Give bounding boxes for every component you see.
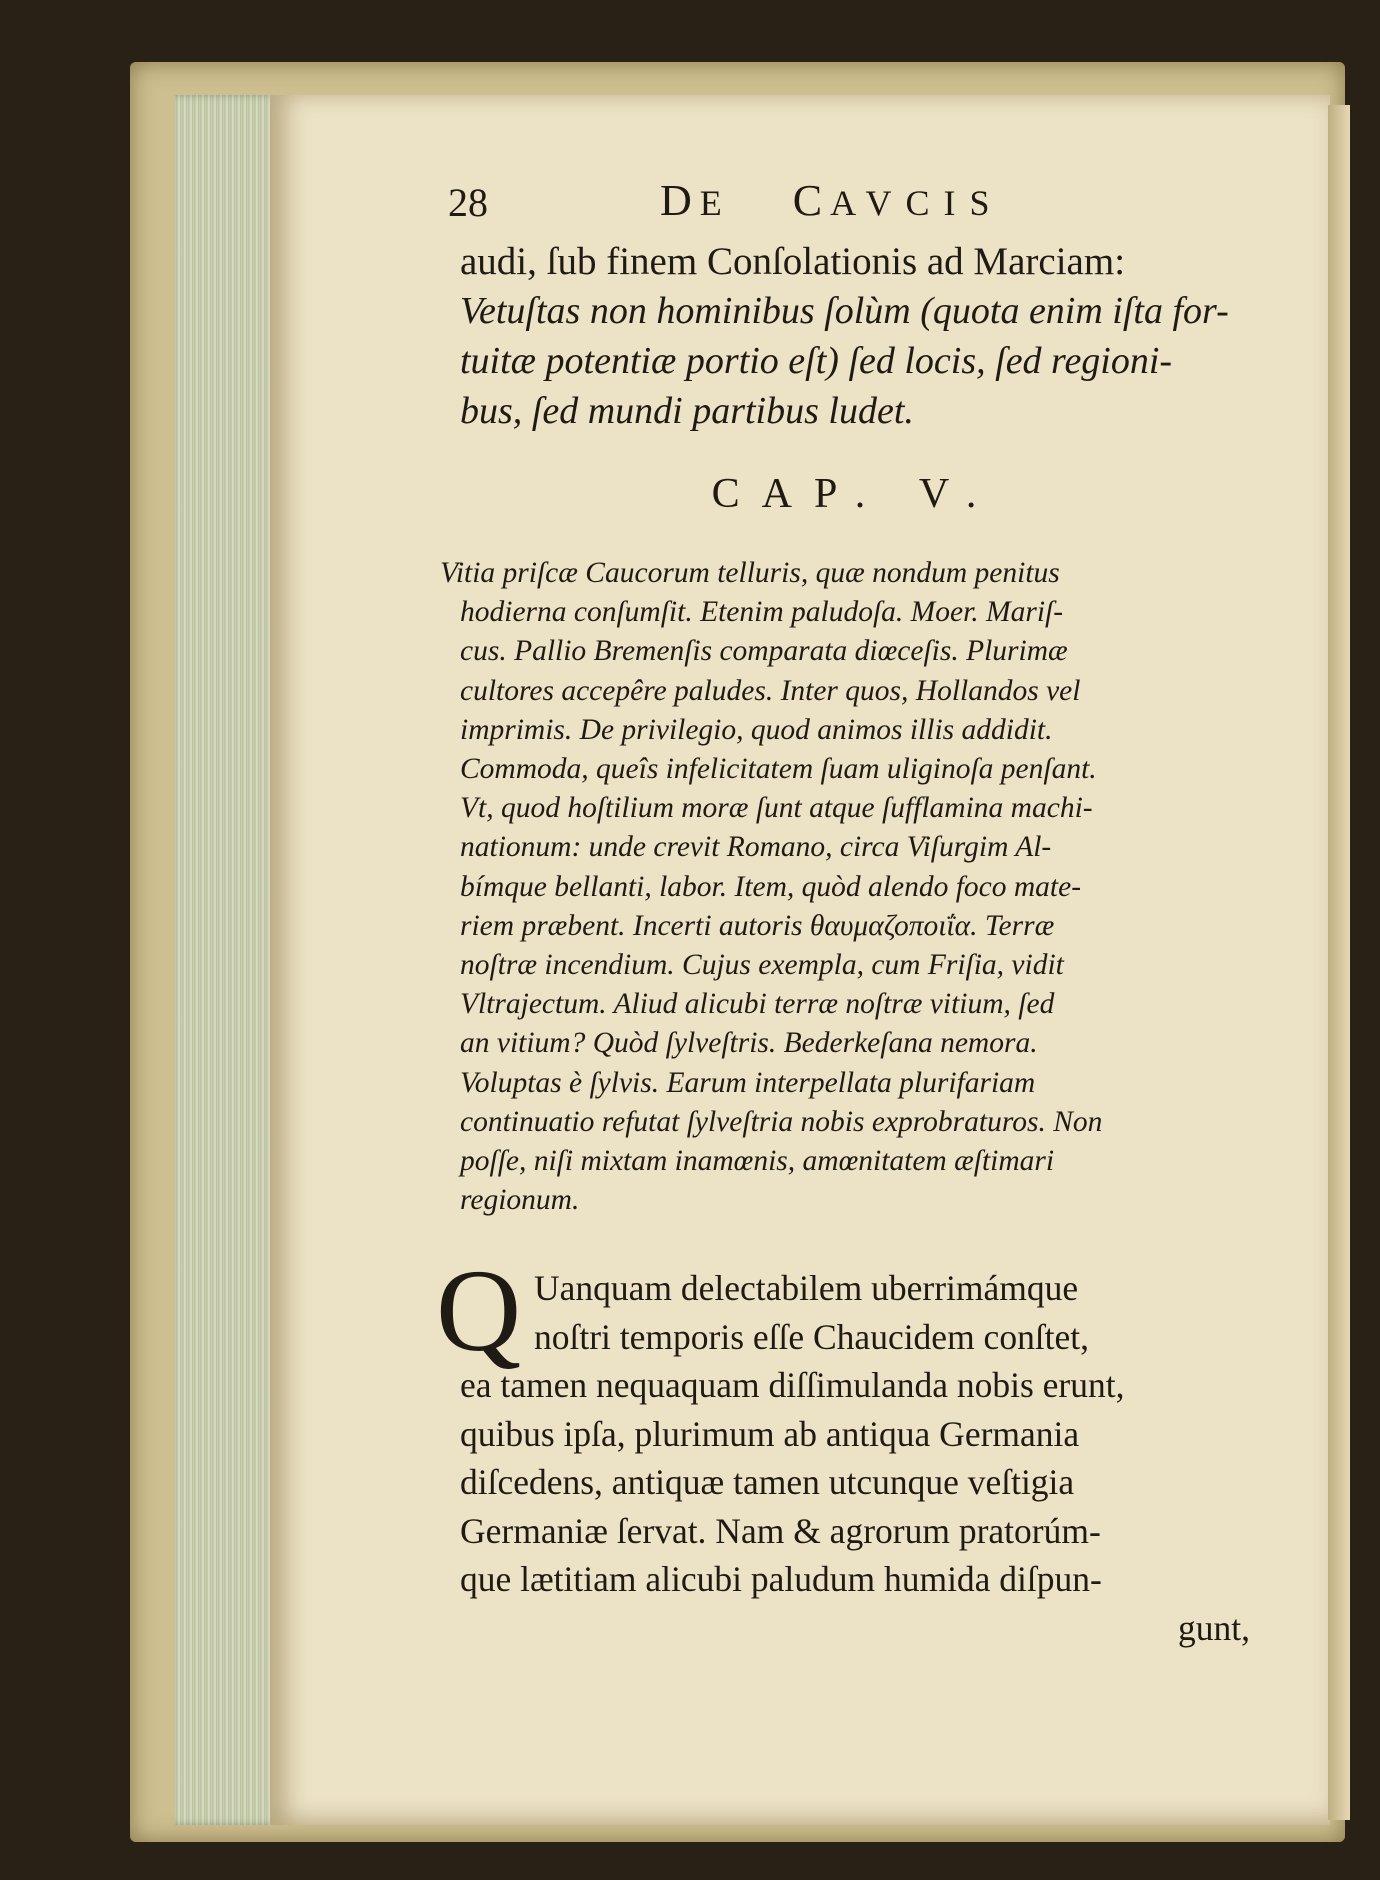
summary-line: Vitia priſcæ Caucorum telluris, quæ nondum penitus [440,557,1060,589]
summary-line: noſtræ incendium. Cujus exempla, cum Friſia, vidit [460,949,1064,982]
summary-line: cultores accepêre paludes. Inter quos, Hollandos vel [460,674,1081,707]
summary-line: poſſe, niſi mixtam inamœnis, amœnitatem æſtimari [460,1145,1055,1178]
body-line: que lætitiam alicubi paludum humida diſpun- [460,1559,1102,1600]
chapter-heading: CAP. V. [711,471,999,517]
quote-intro: audi, ſub finem Conſolationis ad Marciam: [460,240,1126,283]
summary-line: continuatio refutat ſylveſtria nobis exprobraturos. Non [460,1105,1103,1138]
summary-line: bímque bellanti, labor. Item, quòd alendo foco mate- [460,870,1082,903]
body-line: ea tamen nequaquam diſſimulanda nobis erunt, [460,1365,1125,1406]
running-title-rest: E [699,183,736,223]
summary-line: Vltrajectum. Aliud alicubi terræ noſtræ vitium, ſed [460,988,1055,1021]
body-paragraph [436,1245,1250,1652]
running-head [448,175,1250,237]
summary-line: hodierna conſumſit. Etenim paludoſa. Moer. Mariſ- [460,596,1064,629]
summary-line: cus. Pallio Bremenſis comparata diœceſis. Plurimæ [460,635,1068,668]
quote-line: tuitæ potentiæ portio eſt) ſed locis, ſed regioni- [460,340,1173,382]
summary-line: regionum. [460,1184,580,1217]
body-line: Uanquam delectabilem uberrimámque [534,1268,1079,1309]
running-title [660,175,1004,226]
summary-line: riem præbent. Incerti autoris θαυμαζοποιΐα. Terræ [460,909,1055,942]
page-text [436,175,1250,1652]
drop-cap-initial: Q [436,1245,522,1377]
summary-line: nationum: unde crevit Romano, circa Viſurgim Al- [460,831,1052,864]
body-line: Germaniæ ſervat. Nam & agrorum pratorúm- [460,1510,1101,1551]
quote-line: bus, ſed mundi partibus ludet. [460,390,914,432]
facing-page-edge [1328,105,1350,1820]
chapter-summary [440,554,1250,1220]
running-title-initial: D [660,176,700,225]
seneca-quote [460,286,1250,436]
page-number: 28 [448,180,488,225]
summary-line: imprimis. De privilegio, quod animos illis addidit. [460,713,1053,746]
summary-line: Voluptas è ſylvis. Earum interpellata plurifariam [460,1066,1036,1099]
quote-line: Vetuſtas non hominibus ſolùm (quota enim iſta for- [460,290,1229,332]
running-title-word2-initial: C [792,176,831,225]
summary-line: Commoda, queîs infelicitatem ſuam uliginoſa penſant. [460,753,1097,786]
summary-line: Vt, quod hoſtilium moræ ſunt atque ſufflamina machi- [460,792,1093,825]
page-edges [175,95,280,1825]
catchword: gunt, [1178,1607,1250,1648]
body-line: diſcedens, antiquæ tamen utcunque veſtigia [460,1462,1075,1503]
running-title-word2-rest: AVCIS [830,183,1004,223]
summary-line: an vitium? Quòd ſylveſtris. Bederkeſana nemora. [460,1027,1038,1060]
body-line: noſtri temporis eſſe Chaucidem conſtet, [534,1316,1090,1357]
body-line: quibus ipſa, plurimum ab antiqua Germania [460,1413,1080,1454]
